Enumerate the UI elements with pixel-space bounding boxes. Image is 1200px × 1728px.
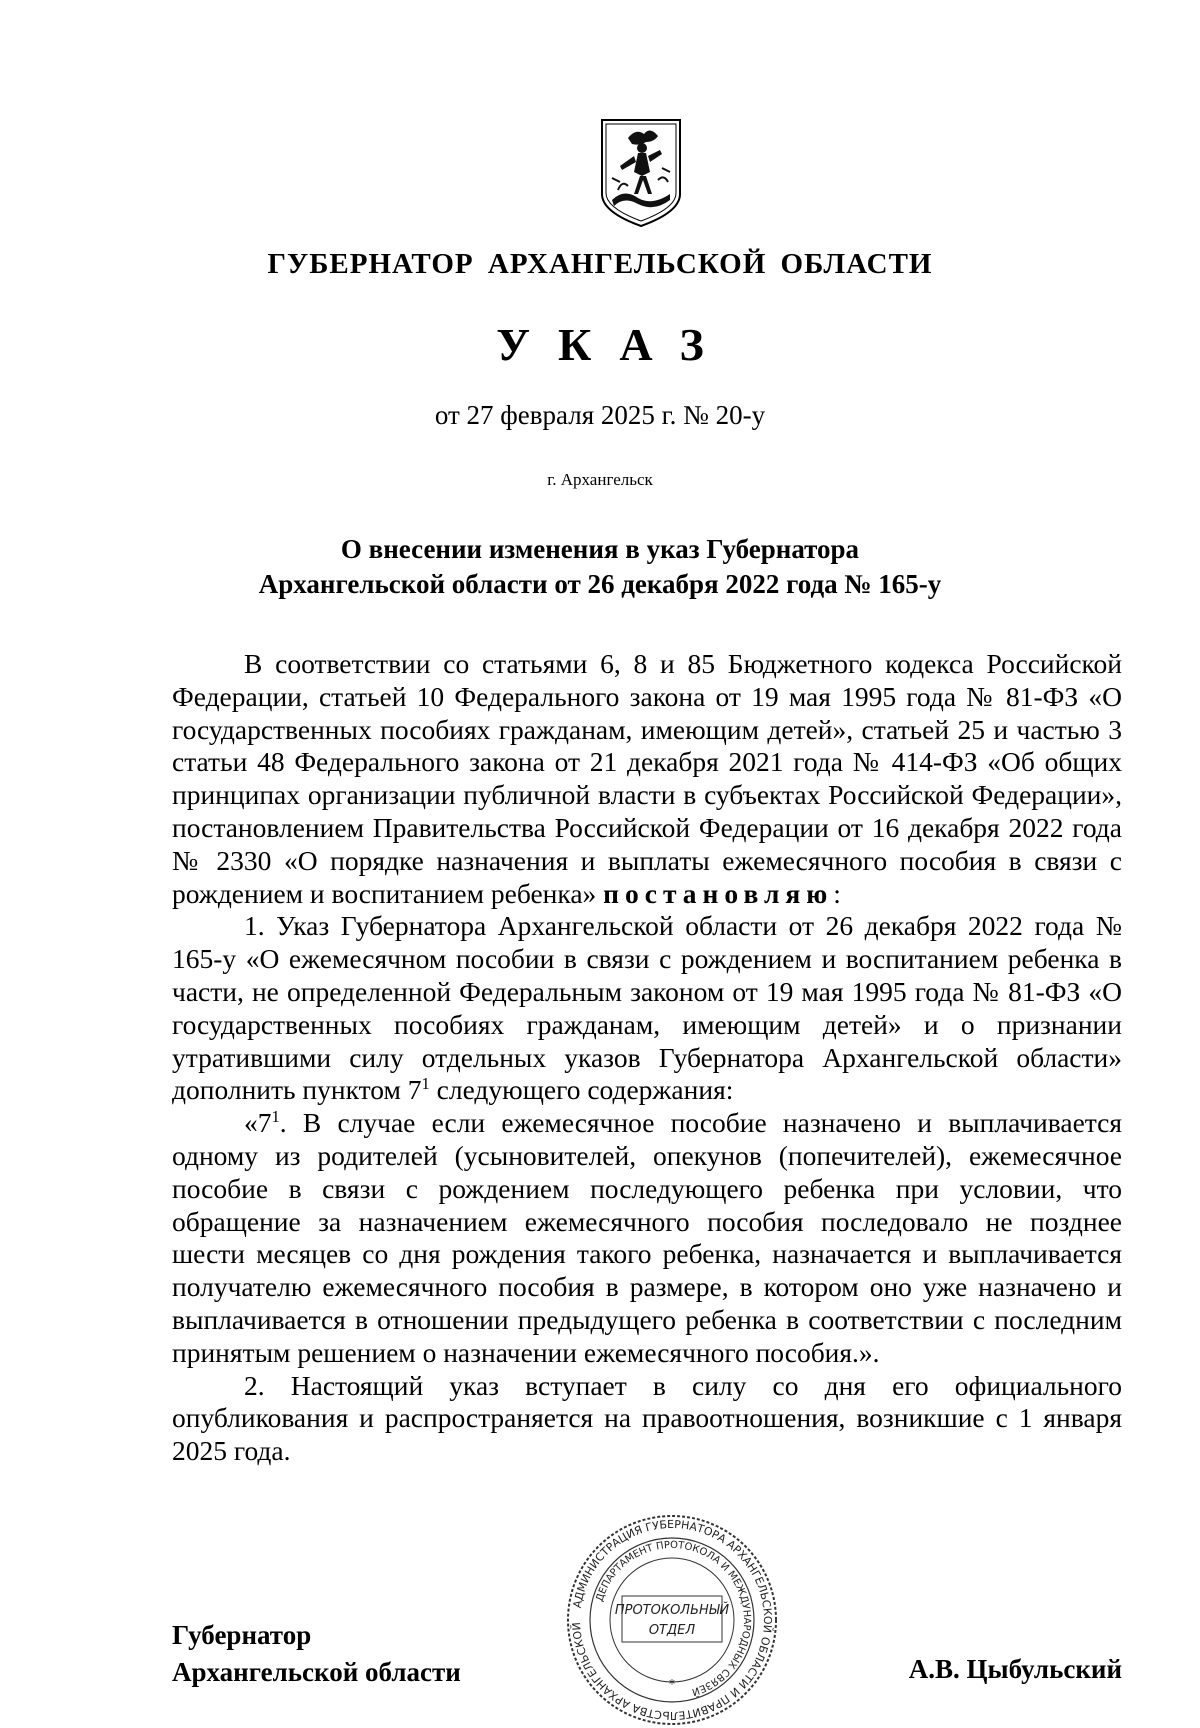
item-1-paragraph <box>172 910 1122 1107</box>
item-1-text: 1. Указ Губернатора Архангельской области от 26 декабря 2022 года № 165-у «О ежемесячном пособии в связи с рождением и воспитанием ребенка в части, не определенной Федеральным законом от 19 мая 1995 года № 81-ФЗ «О государственных пособиях гражданам, имеющим детей» и о признании утратившими силу отдельных указов Губернатора Архангельской области» дополнить пунктом 7 <box>172 910 1122 1106</box>
item-2-paragraph: 2. Настоящий указ вступает в силу со дня его официального опубликования и распространяется на правоотношения, возникшие с 1 января 2025 года. <box>172 1369 1122 1467</box>
official-seal-stamp <box>564 1512 780 1728</box>
signatory-position-line-2: Архангельской области <box>172 1657 461 1687</box>
decree-date-number: от 27 февраля 2025 г. № 20-у <box>434 400 766 430</box>
item-1-tail: следующего содержания: <box>429 1074 734 1106</box>
quoted-clause-number: «7 <box>244 1107 272 1139</box>
issuing-authority: ГУБЕРНАТОР АРХАНГЕЛЬСКОЙ ОБЛАСТИ <box>267 248 933 280</box>
document-type-title: УКАЗ <box>496 319 732 370</box>
signatory-position-line-1: Губернатор <box>172 1620 312 1650</box>
decree-city: г. Архангельск <box>547 470 653 489</box>
resolve-word: постановляю <box>603 877 834 909</box>
seal-inner-ring-text: ДЕПАРТАМЕНТ ПРОТОКОЛА И МЕЖДУНАРОДНЫХ СВЯЗЕЙ <box>594 1539 753 1698</box>
seal-center-line-2: ОТДЕЛ <box>648 1623 696 1638</box>
quoted-clause-superscript: 1 <box>271 1107 280 1126</box>
signatory-name: А.В. Цыбульский <box>908 1654 1122 1684</box>
signatory-position <box>172 1617 461 1691</box>
coat-of-arms-emblem <box>598 116 684 230</box>
preamble-text: В соответствии со статьями 6, 8 и 85 Бюджетного кодекса Российской Федерации, статьей 10 Федерального закона от 19 мая 1995 года № 81-ФЗ «О государственных пособиях гражданам, имеющим детей», статьей 25 и частью 3 статьи 48 Федерального закона от 21 декабря 2021 года № 414-ФЗ «Об общих принципах организации публичной власти в субъектах Российской Федерации», постановлением Правительства Российской Федерации от 16 декабря 2022 года № 2330 «О порядке назначения и выплаты ежемесячного пособия в связи с рождением и воспитанием ребенка» <box>172 648 1122 909</box>
decree-subject <box>0 532 1200 602</box>
quoted-clause-paragraph <box>172 1107 1122 1369</box>
seal-outer-ring-text: АДМИНИСТРАЦИЯ ГУБЕРНАТОРА АРХАНГЕЛЬСКОЙ ОБЛАСТИ И ПРАВИТЕЛЬСТВА АРХАНГЕЛЬСКОЙ <box>569 1517 775 1723</box>
item-1-superscript: 1 <box>421 1074 430 1094</box>
subject-line-2: Архангельской области от 26 декабря 2022 года № 165-у <box>258 569 942 599</box>
quoted-clause-text: . В случае если ежемесячное пособие назначено и выплачивается одному из родителей (усыновителей, опекунов (попечителей), ежемесячное пособие в связи с рождением последующего ребенка при условии, что обращение за назначением ежемесячного пособия последовало не позднее шести месяцев со дня рождения такого ребенка, назначается и выплачивается получателю ежемесячного пособия в размере, в котором оно уже назначено и выплачивается в отношении предыдущего ребенка в соответствии с последним принятым решением о назначении ежемесячного пособия.». <box>172 1107 1122 1368</box>
preamble-paragraph <box>172 648 1122 910</box>
seal-center-line-1: ПРОТОКОЛЬНЫЙ <box>614 1603 730 1618</box>
resolve-colon: : <box>833 877 841 909</box>
decree-body <box>172 648 1122 1468</box>
seal-star-icon: * <box>669 1677 675 1691</box>
subject-line-1: О внесении изменения в указ Губернатора <box>340 534 860 564</box>
